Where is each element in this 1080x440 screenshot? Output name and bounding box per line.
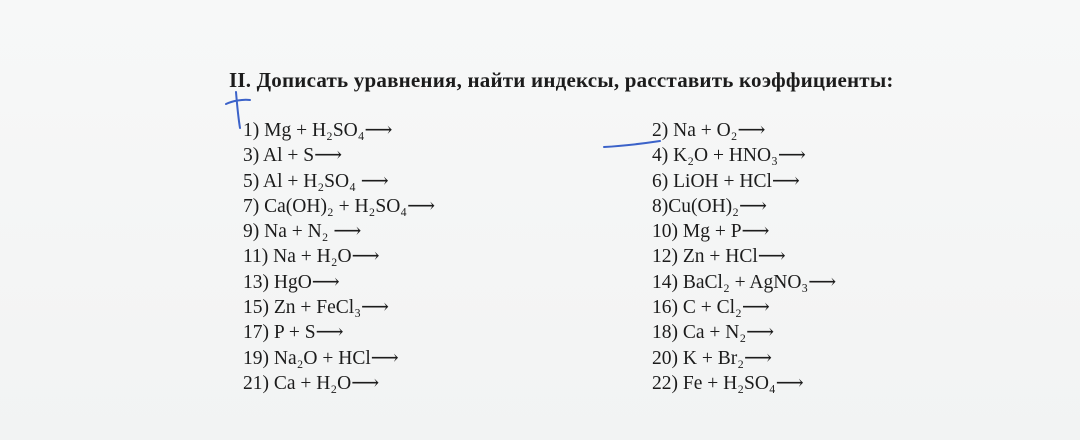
equation-1: 1) Mg + H₂SO₄⟶ <box>243 120 393 141</box>
equation-15: 15) Zn + FeCl₃⟶ <box>243 297 389 319</box>
equation-3: 3) Al + S⟶ <box>243 145 343 167</box>
equation-12: 12) Zn + HCl⟶ <box>652 246 786 268</box>
equation-13: 13) HgO⟶ <box>243 271 340 293</box>
equation-5: 5) Al + H₂SO₄ ⟶ <box>243 170 389 192</box>
page-title: II. Дописать уравнения, найти индексы, расставить коэффициенты: <box>229 68 894 92</box>
equation-21: 21) Ca + H₂O⟶ <box>243 372 380 394</box>
equation-11: 11) Na + H₂O⟶ <box>243 246 380 268</box>
equation-22: 22) Fe + H₂SO₄⟶ <box>652 372 804 394</box>
equation-6: 6) LiOH + HCl⟶ <box>652 170 800 192</box>
equations-right-column <box>652 118 836 396</box>
equation-16: 16) C + Cl₂⟶ <box>652 297 770 319</box>
equation-2: 2) Na + O₂⟶ <box>652 120 766 141</box>
equation-4: 4) K₂O + HNO₃⟶ <box>652 145 806 167</box>
equations-left-column <box>243 118 435 396</box>
equation-18: 18) Ca + N₂⟶ <box>652 322 775 344</box>
equation-10: 10) Mg + P⟶ <box>652 221 770 243</box>
equation-7: 7) Ca(OH)₂ + H₂SO₄⟶ <box>243 195 436 217</box>
equation-9: 9) Na + N₂ ⟶ <box>243 221 362 243</box>
equation-14: 14) BaCl₂ + AgNO₃⟶ <box>652 271 837 293</box>
equation-17: 17) P + S⟶ <box>243 322 344 344</box>
equation-19: 19) Na₂O + HCl⟶ <box>243 347 399 369</box>
equation-20: 20) K + Br₂⟶ <box>652 347 772 369</box>
equation-8: 8)Cu(OH)₂⟶ <box>652 195 767 217</box>
